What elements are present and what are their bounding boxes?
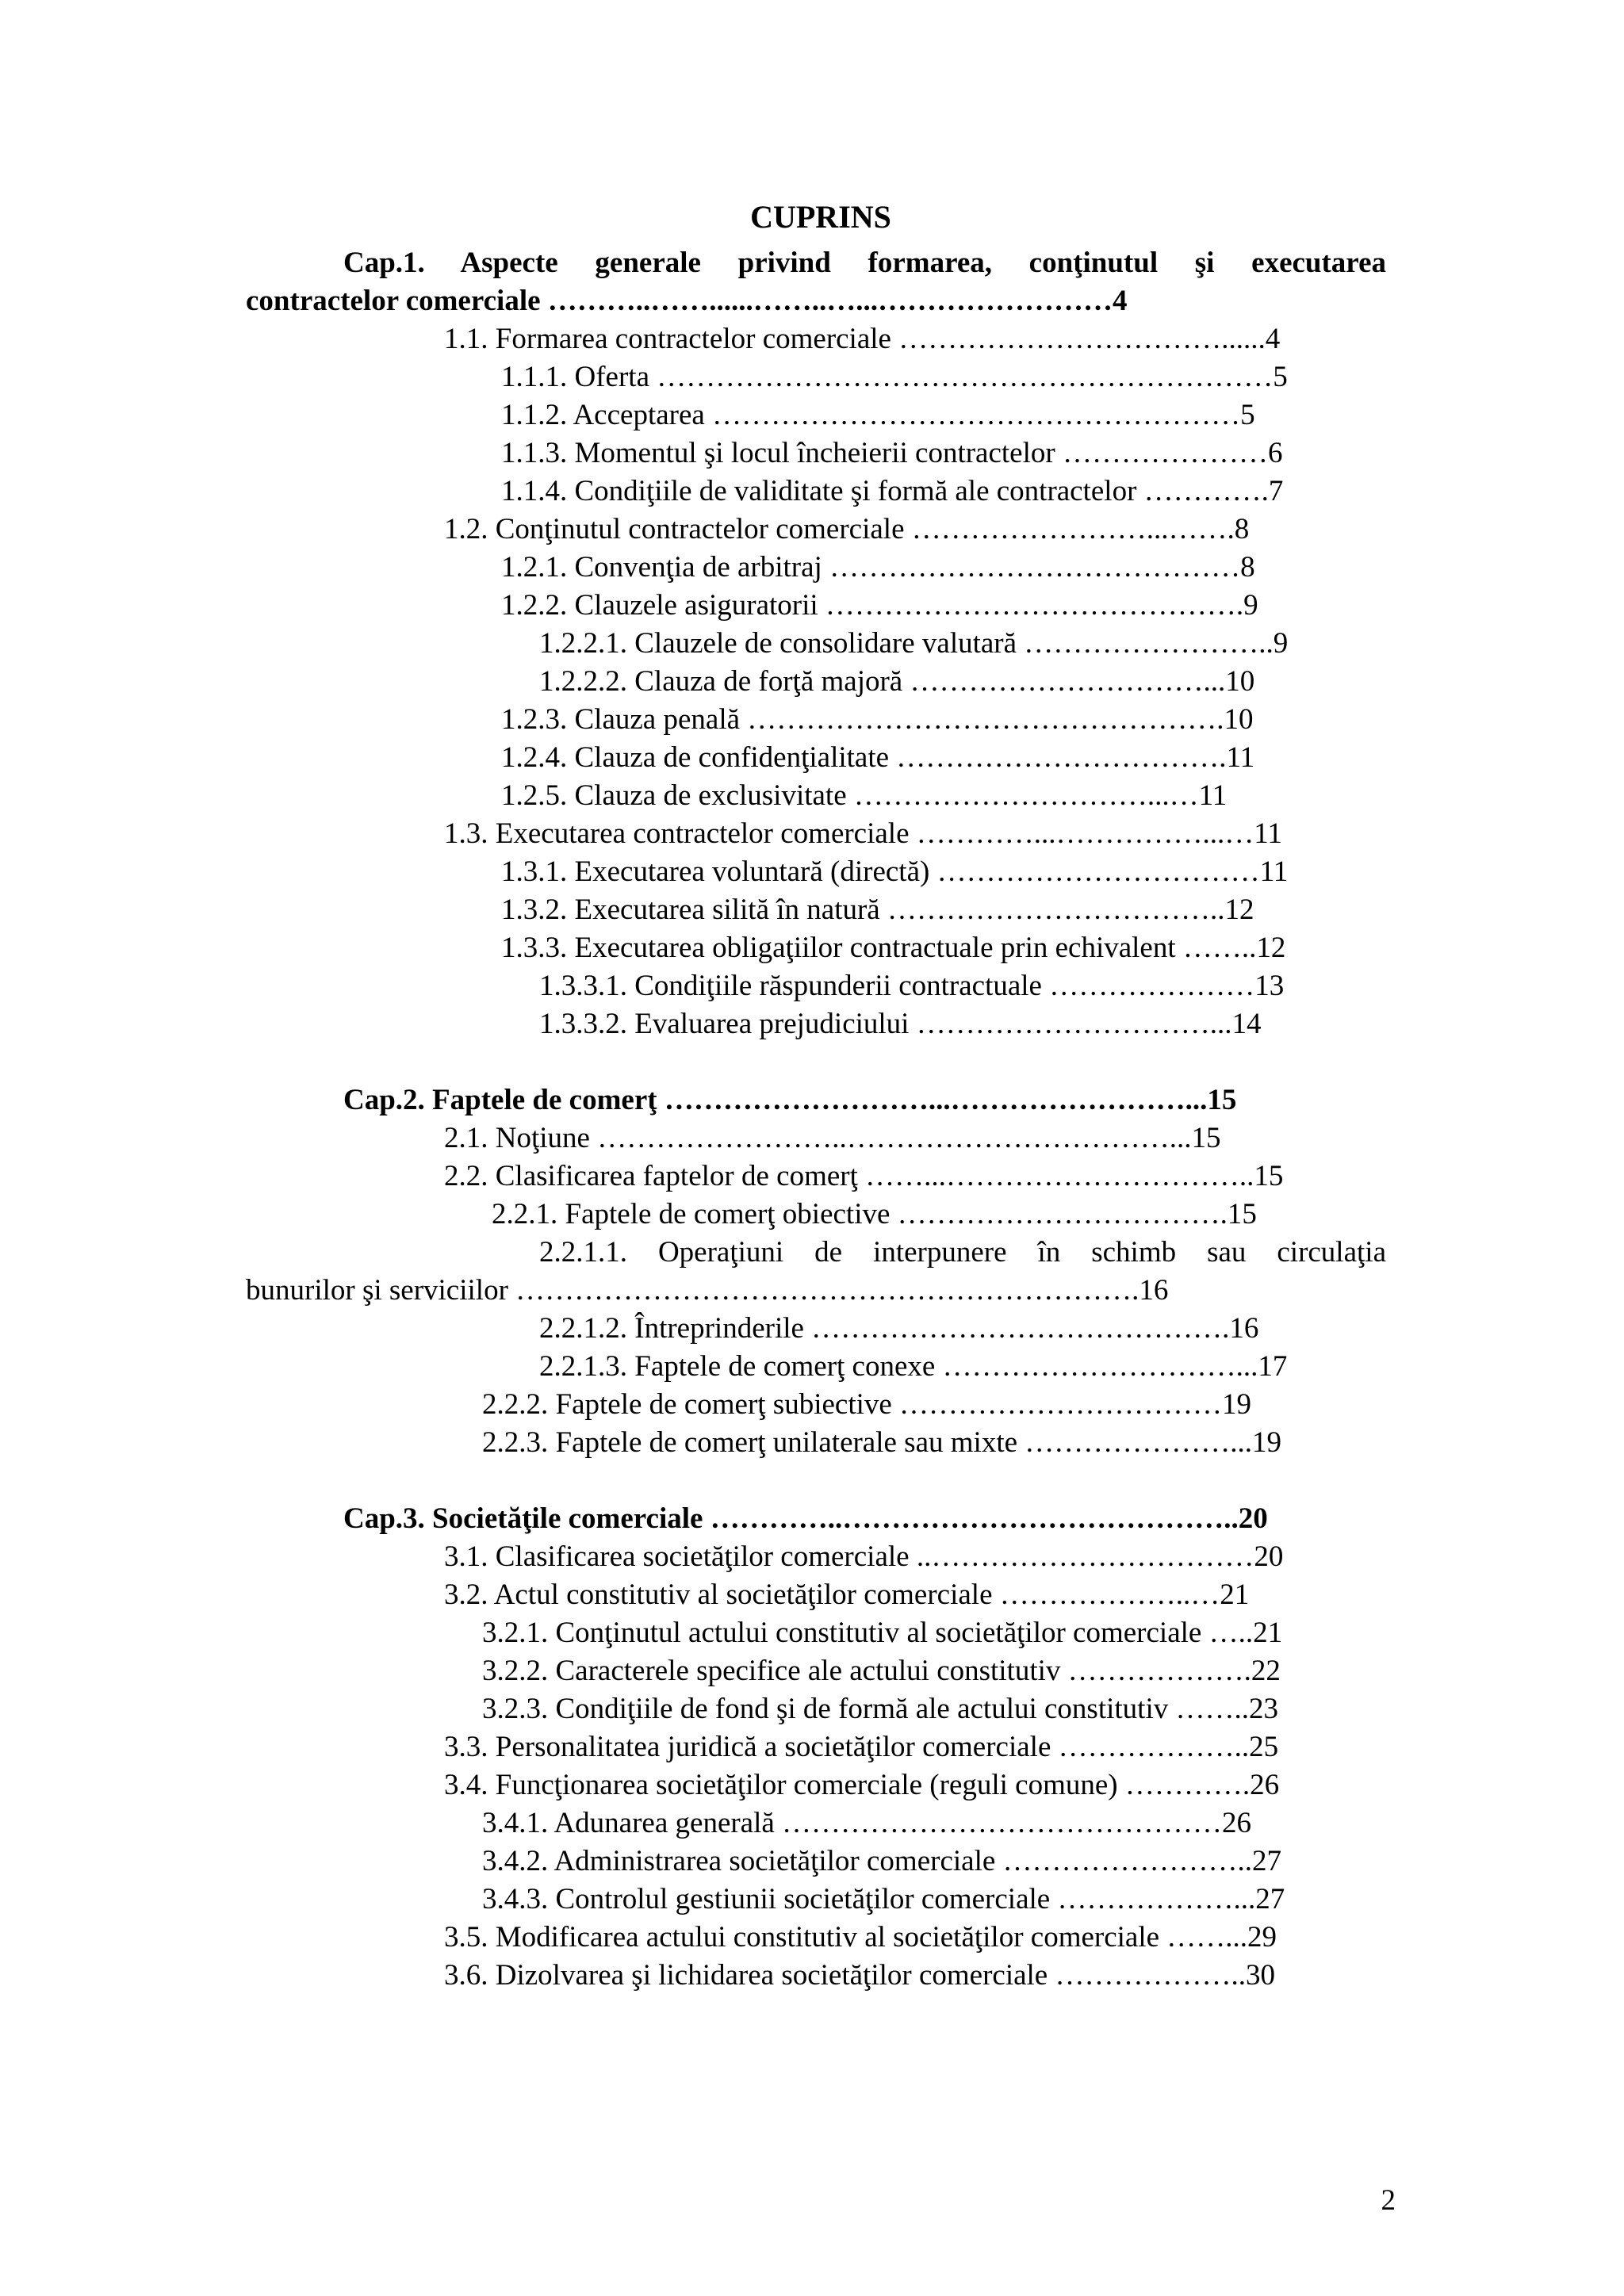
toc-entry-text: 1.3.2. Executarea silită în natură ……………………………..12	[501, 894, 1254, 926]
toc-entry-text: 3.4.2. Administrarea societăţilor comerciale ……………………..27	[482, 1845, 1282, 1877]
toc-entry-line	[539, 1005, 1386, 1043]
toc-entry-line	[444, 1538, 1386, 1576]
toc-entry-line	[444, 511, 1386, 549]
toc-entry-text: 2.2.3. Faptele de comerţ unilaterale sau mixte …………………...19	[482, 1426, 1282, 1459]
toc-entry-text: 1.3.3. Executarea obligaţiilor contractuale prin echivalent ……..12	[501, 932, 1286, 964]
toc-entry-line	[246, 1272, 1386, 1310]
toc-entry-line	[501, 853, 1386, 891]
toc-entry-text: 1.2. Conţinutul contractelor comerciale ……………………...…….8	[444, 513, 1250, 545]
toc-entry-text: 2.2.2. Faptele de comerţ subiective ……………………………19	[482, 1388, 1252, 1421]
toc-entry-line	[444, 1766, 1386, 1804]
toc-entry-text: bunurilor şi serviciilor ……………………………………………………….16	[246, 1274, 1169, 1307]
toc-entry-text: contractelor comerciale ………..……......……..…...……………………4	[246, 285, 1128, 317]
toc-entry-text: 1.1. Formarea contractelor comerciale ……………………………......4	[444, 323, 1281, 355]
toc-entry-line	[539, 625, 1386, 663]
toc-entry-text: 1.1.2. Acceptarea ………………………………………………5	[501, 399, 1255, 431]
toc-entry-text: 1.2.2. Clauzele asiguratorii …………………………………….9	[501, 589, 1258, 622]
toc-entry-line	[501, 891, 1386, 929]
toc-entry-text: 3.2. Actul constitutiv al societăţilor comerciale ………………..…21	[444, 1578, 1250, 1611]
toc-entry-text: 3.1. Clasificarea societăţilor comerciale ..……………………………20	[444, 1540, 1284, 1573]
toc-entry-line	[444, 320, 1386, 358]
toc-entry-line	[444, 815, 1386, 853]
toc-entry-line	[482, 1652, 1386, 1690]
toc-entry-line	[482, 1614, 1386, 1652]
toc-entry-line	[444, 1158, 1386, 1196]
toc-entry-text: 1.2.4. Clauza de confidenţialitate …………………………….11	[501, 741, 1255, 774]
toc-entry-line	[444, 1957, 1386, 1995]
toc-chapter-line	[343, 1500, 1386, 1538]
toc-entry-line	[539, 663, 1386, 701]
toc-entry-text: 3.2.1. Conţinutul actului constitutiv al societăţilor comerciale …..21	[482, 1617, 1283, 1649]
toc-entry-text: 1.3. Executarea contractelor comerciale …………...……………...…11	[444, 817, 1282, 850]
toc-entry-text: 3.2.3. Condiţiile de fond şi de formă ale actului constitutiv ……..23	[482, 1693, 1278, 1725]
toc-entry-text: Cap.1. Aspecte generale privind formarea, conţinutul şi executarea	[343, 247, 1386, 279]
toc-entry-text: Cap.3. Societăţile comerciale …………..…………………………………..20	[343, 1502, 1268, 1535]
toc-entry-text: 3.3. Personalitatea juridică a societăţilor comerciale ………………..25	[444, 1731, 1279, 1763]
toc-entry-line	[539, 1234, 1386, 1272]
toc-entry-text: 2.2.1.1. Operaţiuni de interpunere în schimb sau circulaţia	[539, 1236, 1386, 1269]
toc-chapter-line	[246, 282, 1386, 320]
toc-entry-line	[501, 358, 1386, 396]
toc-entry-text: 2.2.1. Faptele de comerţ obiective …………………………….15	[492, 1198, 1257, 1230]
toc-entry-text: 1.2.5. Clauza de exclusivitate …………………………...…11	[501, 779, 1228, 812]
toc-entry-text: 2.1. Noţiune ……………………..……………………………...15	[444, 1122, 1221, 1154]
toc-entry-text: Cap.2. Faptele de comerţ ………………………...……………………...15	[343, 1084, 1237, 1116]
toc-entry-text: 3.4.1. Adunarea generală ………………………………………26	[482, 1807, 1252, 1839]
toc-entry-line	[501, 549, 1386, 587]
toc-entry-text: 1.2.3. Clauza penală ………………………………………….10	[501, 703, 1254, 736]
toc-entry-text: 1.1.3. Momentul şi locul încheierii contractelor …………………6	[501, 437, 1283, 469]
toc-entry-text: 2.2. Clasificarea faptelor de comerţ ……...…………………………..15	[444, 1160, 1284, 1192]
toc-entry-line	[444, 1576, 1386, 1614]
toc-entry-text: 2.2.1.2. Întreprinderile …………………………………….16	[539, 1312, 1259, 1345]
toc-entry-text: 3.4.3. Controlul gestiunii societăţilor comerciale ………………...27	[482, 1883, 1285, 1915]
toc-entry-text: 1.1.4. Condiţiile de validitate şi formă ale contractelor ………….7	[501, 475, 1284, 507]
toc-entry-line	[539, 1348, 1386, 1386]
toc-entry-text: 1.2.2.1. Clauzele de consolidare valutară ……………………..9	[539, 627, 1289, 660]
toc-entry-line	[444, 1119, 1386, 1158]
toc-entry-text: 3.6. Dizolvarea şi lichidarea societăţilor comerciale ………………..30	[444, 1959, 1275, 1992]
toc-entry-line	[444, 1728, 1386, 1766]
toc-entry-text: 1.3.3.1. Condiţiile răspunderii contractuale …………………13	[539, 970, 1285, 1002]
toc-entry-line	[482, 1881, 1386, 1919]
page-title: CUPRINS	[750, 199, 891, 235]
toc-entry-line	[501, 929, 1386, 967]
toc-entry-line	[501, 701, 1386, 739]
toc-entry-text: 1.1.1. Oferta ………………………………………………………5	[501, 361, 1288, 393]
toc-entry-text: 1.2.1. Convenţia de arbitraj ……………………………………8	[501, 551, 1255, 584]
toc-chapter-line	[343, 1081, 1386, 1119]
toc-entry-line	[501, 473, 1386, 511]
toc-entry-line	[501, 739, 1386, 777]
toc-entry-line	[501, 777, 1386, 815]
toc-entry-text: 1.3.3.2. Evaluarea prejudiciului …………………………...14	[539, 1008, 1262, 1040]
toc-chapter-line	[343, 244, 1386, 282]
toc-entry-line	[539, 967, 1386, 1005]
toc-entry-text: 1.2.2.2. Clauza de forţă majoră …………………………...10	[539, 665, 1255, 698]
toc-entry-text: 2.2.1.3. Faptele de comerţ conexe …………………………...17	[539, 1350, 1288, 1383]
toc-entry-text: 3.2.2. Caracterele specifice ale actului constitutiv ……………….22	[482, 1655, 1281, 1687]
toc-entry-line	[482, 1843, 1386, 1881]
toc-entry-line	[539, 1310, 1386, 1348]
toc-entry-line	[444, 1919, 1386, 1957]
toc-entry-line	[501, 396, 1386, 434]
toc-entry-text: 3.5. Modificarea actului constitutiv al societăţilor comerciale ……...29	[444, 1921, 1277, 1954]
toc-entry-text: 3.4. Funcţionarea societăţilor comerciale (reguli comune) ………….26	[444, 1769, 1280, 1801]
toc-entry-line	[501, 587, 1386, 625]
toc-entry-line	[501, 434, 1386, 473]
toc-entry-line	[482, 1386, 1386, 1424]
toc-entry-text: 1.3.1. Executarea voluntară (directă) ……………………………11	[501, 855, 1289, 888]
toc-entry-line	[482, 1424, 1386, 1462]
toc-entry-line	[482, 1804, 1386, 1843]
page-number: 2	[1381, 2184, 1396, 2217]
toc-entry-line	[482, 1690, 1386, 1728]
toc-entry-line	[492, 1196, 1386, 1234]
